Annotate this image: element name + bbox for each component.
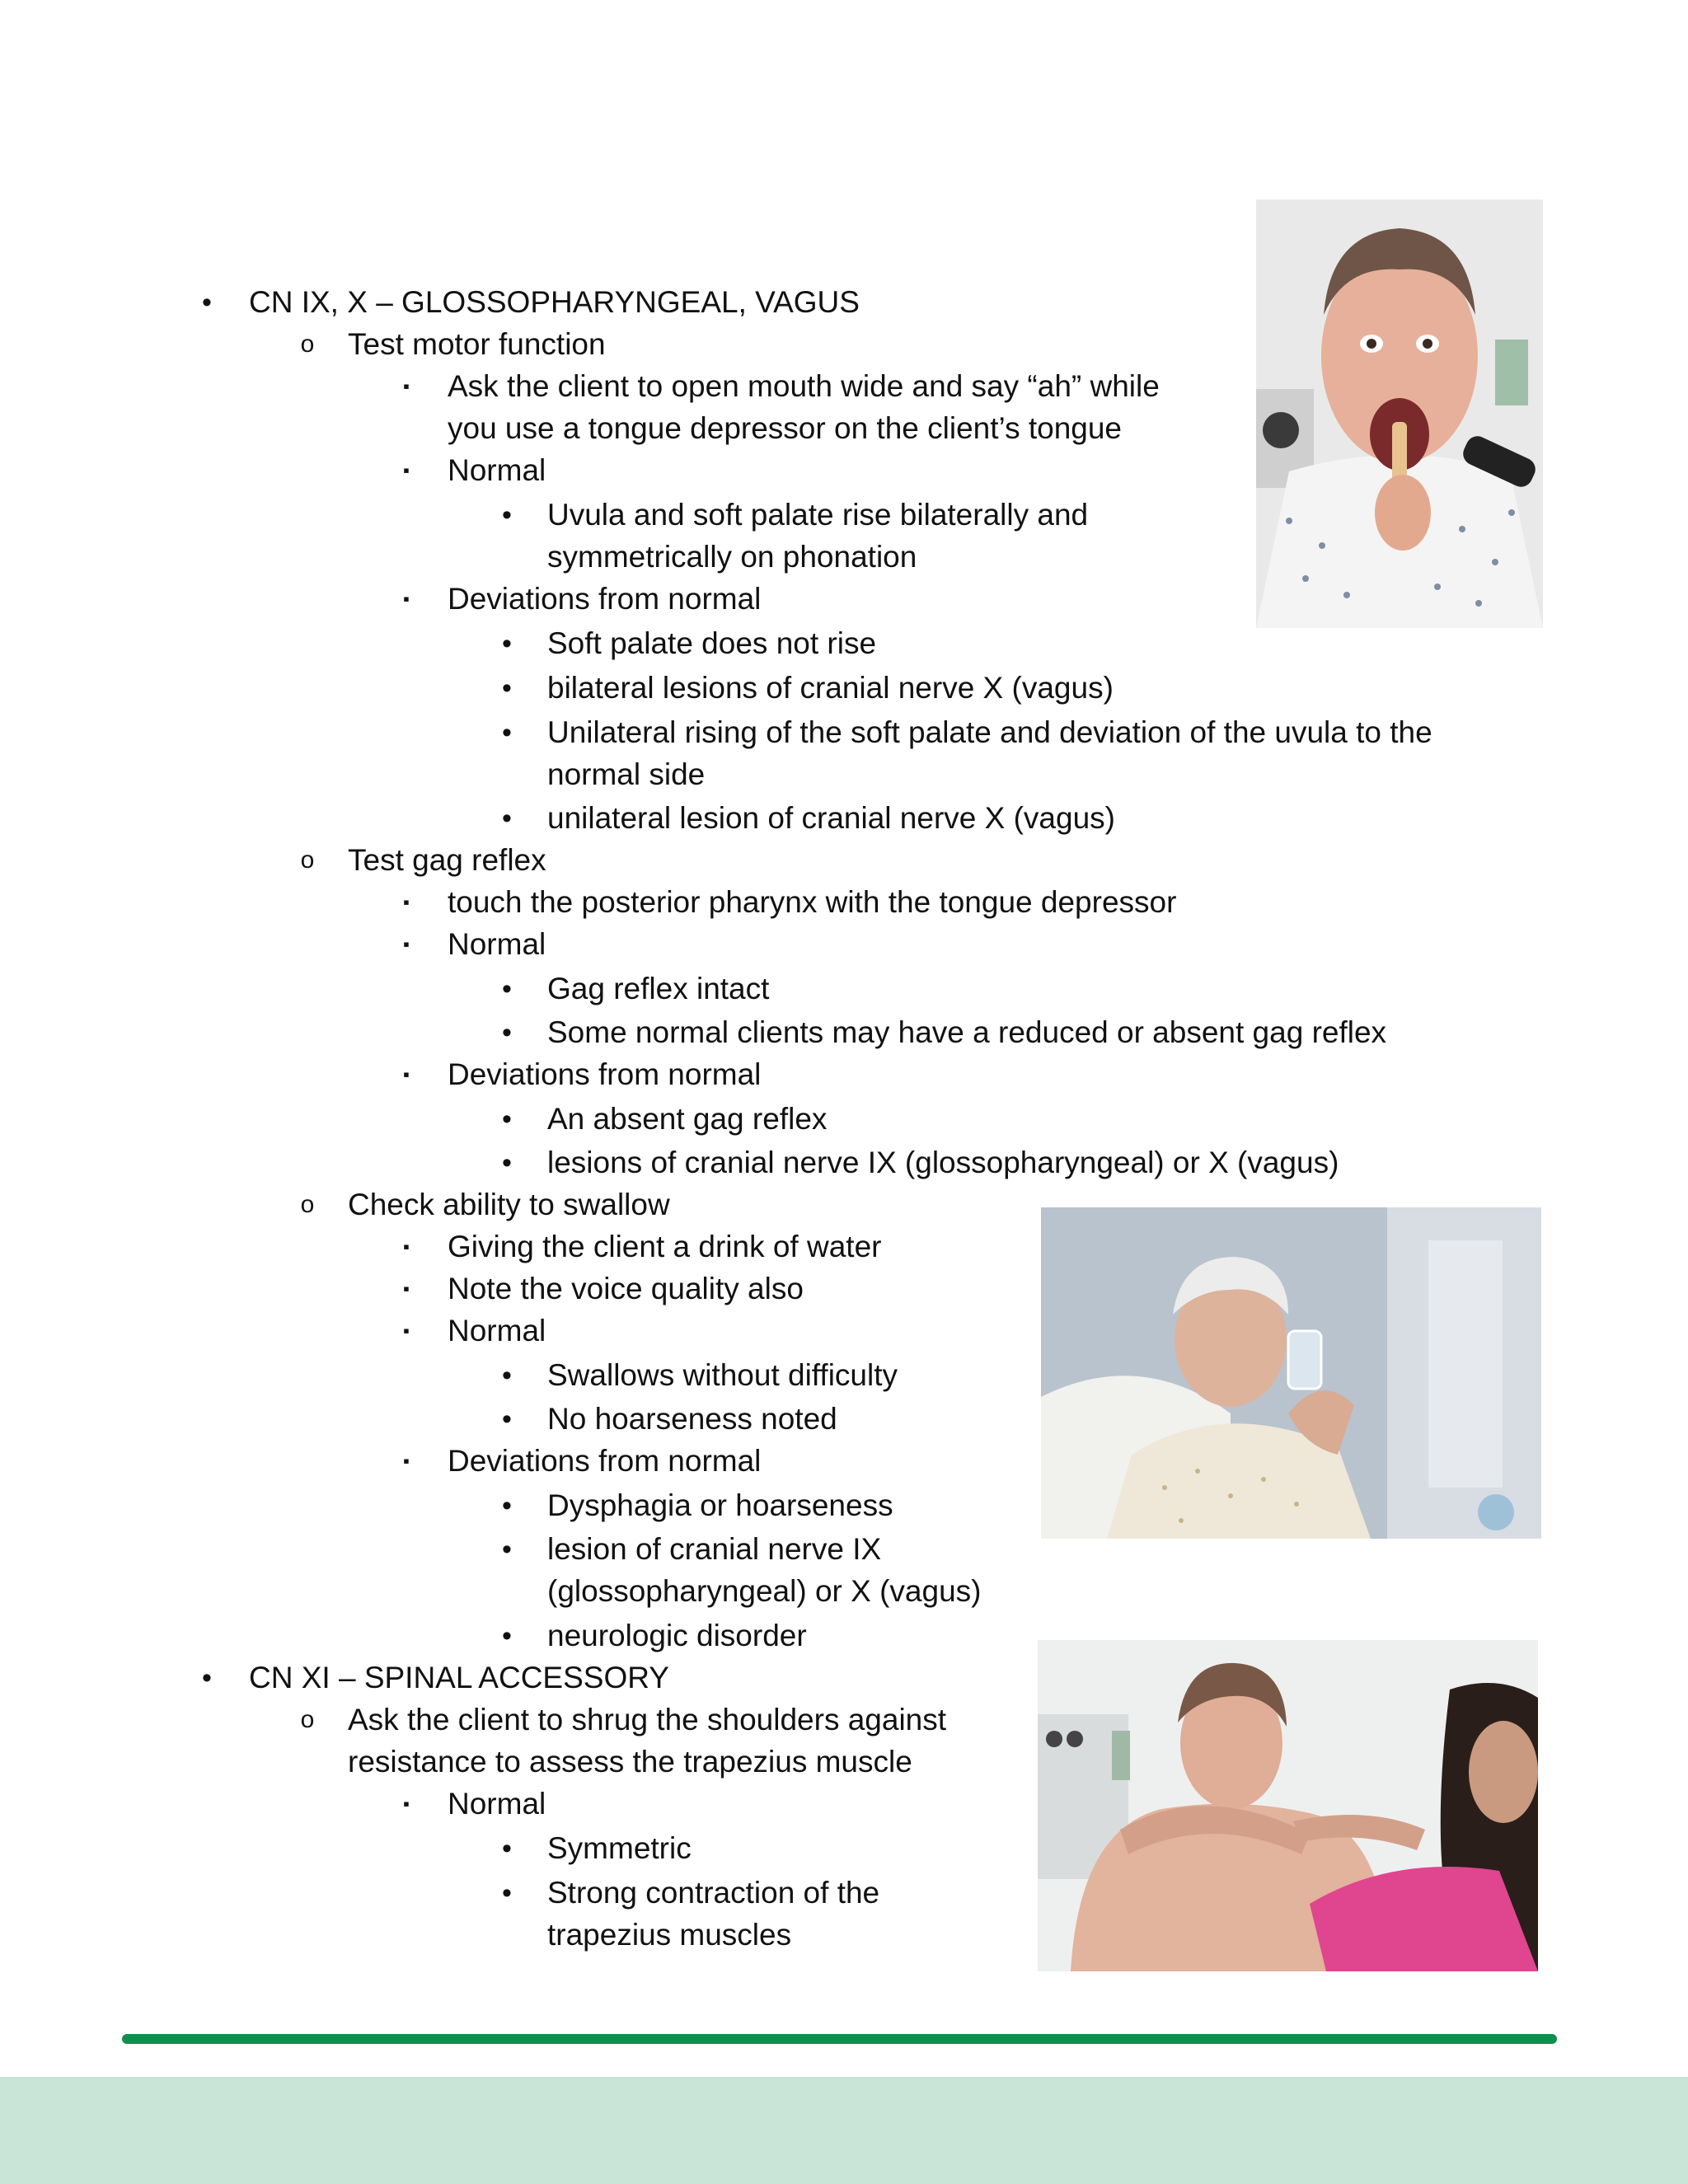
- motor-dev-2: bilateral lesions of cranial nerve X (vagus): [547, 671, 1114, 705]
- photo-drinking-water-graphic: [1041, 1207, 1541, 1539]
- gag-heading: Test gag reflex: [348, 843, 546, 877]
- motor-dev-3-line1: Unilateral rising of the soft palate and deviation of the uvula to the: [547, 715, 1432, 749]
- bullet-disc: •: [502, 673, 512, 704]
- motor-dev-3-line2: normal side: [547, 757, 706, 791]
- bullet-disc: •: [502, 1147, 512, 1179]
- bullet-circle: o: [300, 1706, 315, 1733]
- footer-divider: [122, 2034, 1557, 2044]
- swallow-normal-2: No hoarseness noted: [547, 1402, 837, 1436]
- bullet-square: ▪: [403, 1320, 410, 1341]
- motor-dev-4: unilateral lesion of cranial nerve X (vagus): [547, 801, 1115, 835]
- shrug-normal-2-line1: Strong contraction of the: [547, 1876, 880, 1910]
- bullet-square: ▪: [403, 376, 410, 396]
- swallow-heading: Check ability to swallow: [348, 1188, 670, 1221]
- photo-shoulder-shrug: [1038, 1640, 1538, 1971]
- motor-instruction-line2: you use a tongue depressor on the client’s tongue: [448, 411, 1123, 445]
- bullet-disc: •: [502, 1620, 512, 1652]
- bullet-disc: •: [502, 973, 512, 1005]
- bullet-square: ▪: [403, 1236, 410, 1257]
- bullet-disc: •: [502, 1017, 512, 1048]
- shrug-heading-line2: resistance to assess the trapezius muscle: [348, 1745, 912, 1779]
- motor-heading: Test motor function: [348, 327, 606, 361]
- bullet-circle: o: [300, 330, 315, 358]
- swallow-instruction-1: Giving the client a drink of water: [448, 1230, 882, 1263]
- motor-normal-1-line2: symmetrically on phonation: [547, 540, 917, 574]
- gag-normal-label: Normal: [448, 927, 546, 961]
- swallow-dev-2-line1: lesion of cranial nerve IX: [547, 1532, 882, 1566]
- swallow-instruction-2: Note the voice quality also: [448, 1272, 804, 1305]
- motor-normal-label: Normal: [448, 453, 546, 487]
- section-title-cn-ix-x: CN IX, X – GLOSSOPHARYNGEAL, VAGUS: [249, 285, 860, 319]
- swallow-dev-3: neurologic disorder: [547, 1619, 807, 1652]
- photo-shoulder-shrug-graphic: [1038, 1640, 1538, 1971]
- bullet-square: ▪: [403, 588, 410, 609]
- footer-band: [0, 2077, 1688, 2184]
- bullet-disc: •: [502, 1404, 512, 1435]
- bullet-disc: •: [202, 287, 212, 318]
- bullet-square: ▪: [403, 1278, 410, 1299]
- gag-instruction: touch the posterior pharynx with the tongue depressor: [448, 885, 1177, 919]
- swallow-deviation-label: Deviations from normal: [448, 1444, 762, 1478]
- swallow-normal-label: Normal: [448, 1314, 546, 1347]
- gag-dev-1: An absent gag reflex: [547, 1102, 828, 1136]
- gag-normal-2: Some normal clients may have a reduced or absent gag reflex: [547, 1015, 1387, 1049]
- motor-instruction-line1: Ask the client to open mouth wide and say “ah” while: [448, 369, 1160, 403]
- motor-normal-1-line1: Uvula and soft palate rise bilaterally and: [547, 498, 1089, 532]
- bullet-square: ▪: [403, 1451, 410, 1471]
- bullet-disc: •: [502, 1490, 512, 1521]
- bullet-disc: •: [502, 717, 512, 748]
- photo-tongue-depressor-exam: [1256, 199, 1543, 628]
- shrug-normal-2-line2: trapezius muscles: [547, 1918, 792, 1952]
- swallow-dev-2-line2: (glossopharyngeal) or X (vagus): [547, 1574, 982, 1608]
- bullet-disc: •: [502, 803, 512, 834]
- gag-normal-1: Gag reflex intact: [547, 972, 770, 1005]
- bullet-disc: •: [502, 1104, 512, 1135]
- bullet-square: ▪: [403, 892, 410, 912]
- bullet-disc: •: [502, 628, 512, 659]
- bullet-circle: o: [300, 846, 315, 874]
- photo-tongue-depressor-graphic: [1256, 199, 1543, 628]
- bullet-disc: •: [502, 1833, 512, 1864]
- motor-dev-1: Soft palate does not rise: [547, 626, 877, 660]
- bullet-square: ▪: [403, 934, 410, 954]
- gag-deviation-label: Deviations from normal: [448, 1057, 762, 1091]
- motor-deviation-label: Deviations from normal: [448, 582, 762, 616]
- swallow-normal-1: Swallows without difficulty: [547, 1358, 898, 1392]
- shrug-heading-line1: Ask the client to shrug the shoulders against: [348, 1703, 947, 1736]
- bullet-square: ▪: [403, 1064, 410, 1085]
- section-title-cn-xi: CN XI – SPINAL ACCESSORY: [249, 1661, 669, 1694]
- bullet-disc: •: [202, 1662, 212, 1694]
- photo-drinking-water: [1041, 1207, 1541, 1539]
- swallow-dev-1: Dysphagia or hoarseness: [547, 1488, 893, 1522]
- bullet-square: ▪: [403, 460, 410, 480]
- shrug-normal-label: Normal: [448, 1787, 546, 1821]
- bullet-circle: o: [300, 1191, 315, 1218]
- bullet-disc: •: [502, 499, 512, 531]
- bullet-disc: •: [502, 1877, 512, 1909]
- bullet-disc: •: [502, 1360, 512, 1391]
- bullet-disc: •: [502, 1534, 512, 1565]
- bullet-square: ▪: [403, 1793, 410, 1814]
- shrug-normal-1: Symmetric: [547, 1831, 692, 1865]
- gag-dev-2: lesions of cranial nerve IX (glossopharyngeal) or X (vagus): [547, 1146, 1339, 1179]
